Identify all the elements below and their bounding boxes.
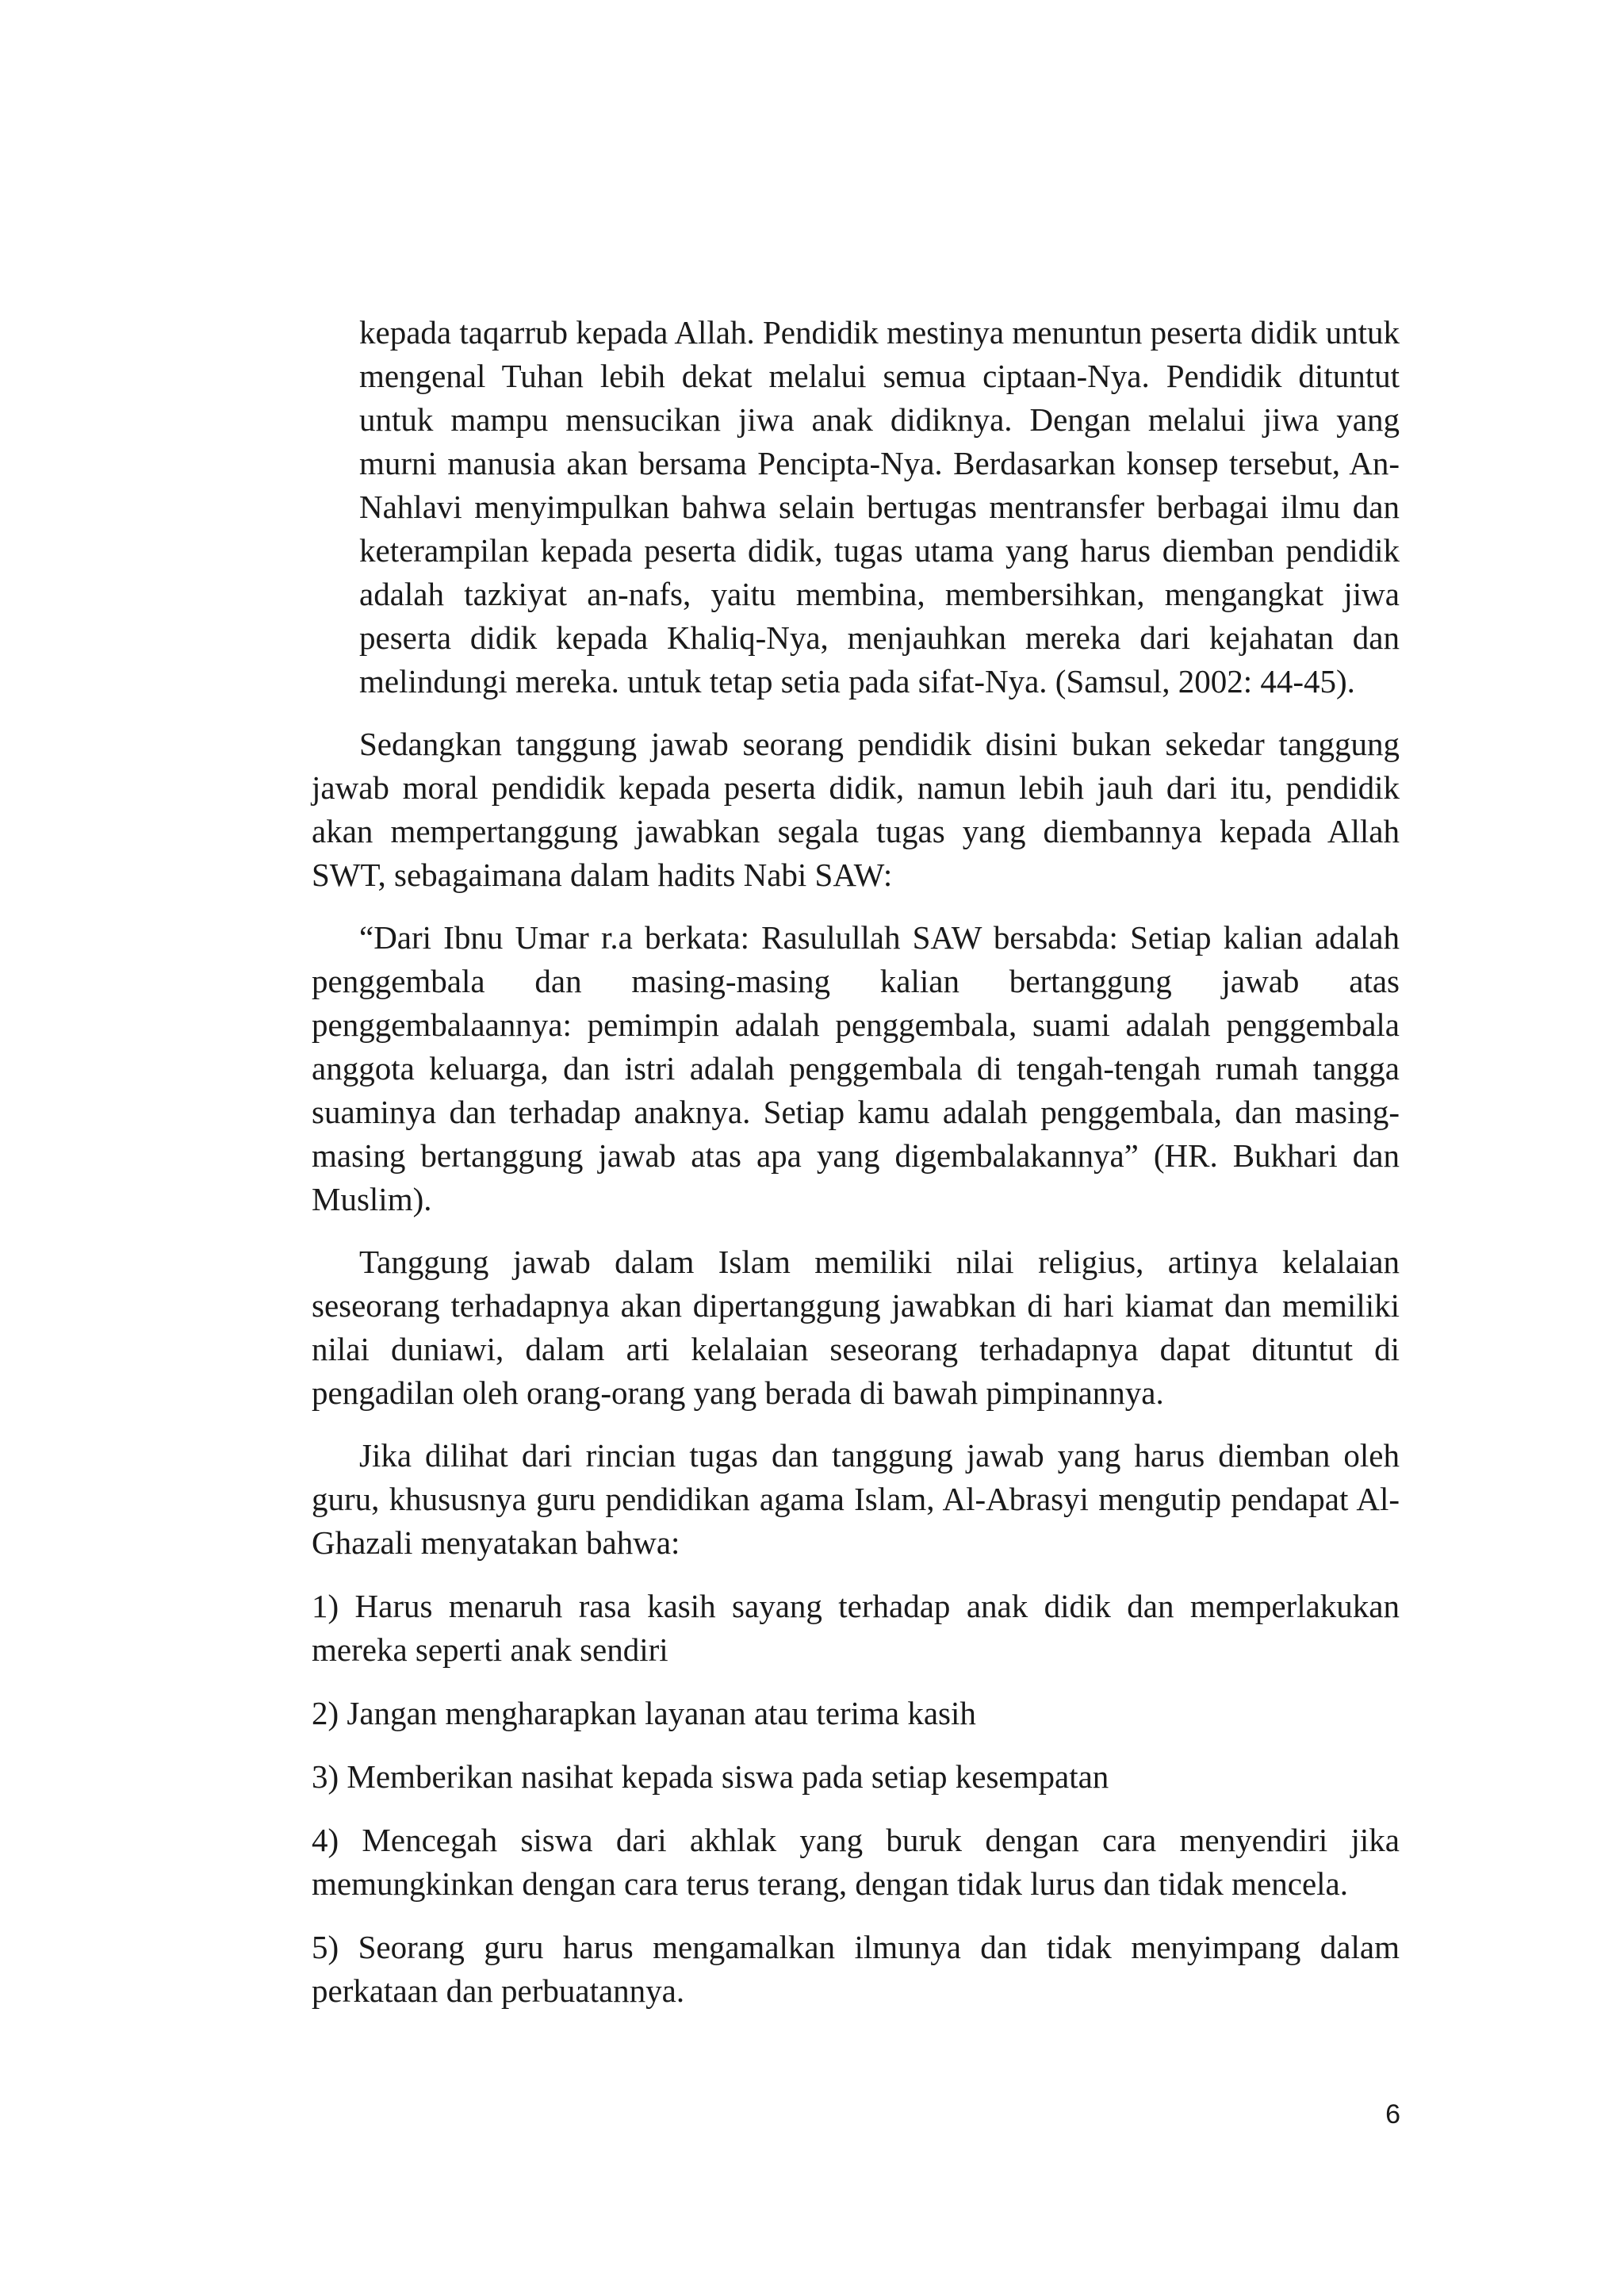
hadith-quote: “Dari Ibnu Umar r.a berkata: Rasulullah SAW bersabda: Setiap kalian adalah penggembala dan masing-masing kalian bertanggung jawab atas penggembalaannya: pemimpin adalah penggembala, suami adalah penggembala anggota keluarga, dan istri adalah penggembala di tengah-tengah rumah tangga suaminya dan terhadap anaknya. Setiap kamu adalah penggembala, dan masing-masing bertanggung jawab atas apa yang digembalakannya” (HR. Bukhari dan Muslim). [312, 919, 1400, 1217]
page-number: 6 [1385, 2099, 1400, 2129]
list-item: 1) Harus menaruh rasa kasih sayang terhadap anak didik dan memperlakukan mereka seperti anak sendiri [312, 1588, 1400, 1668]
paragraph-al-ghazali: Jika dilihat dari rincian tugas dan tanggung jawab yang harus diemban oleh guru, khususnya guru pendidikan agama Islam, Al-Abrasyi mengutip pendapat Al-Ghazali menyatakan bahwa: [312, 1437, 1400, 1561]
page-content [312, 311, 1400, 2013]
paragraph-tanggung-jawab-pendidik: Sedangkan tanggung jawab seorang pendidik disini bukan sekedar tanggung jawab moral pendidik kepada peserta didik, namun lebih jauh dari itu, pendidik akan mempertanggung jawabkan segala tugas yang diembannya kepada Allah SWT, sebagaimana dalam hadits Nabi SAW: [312, 726, 1400, 893]
list-item: 4) Mencegah siswa dari akhlak yang buruk dengan cara menyendiri jika memungkinkan dengan cara terus terang, dengan tidak lurus dan tidak mencela. [312, 1822, 1400, 1902]
list-item: 2) Jangan mengharapkan layanan atau terima kasih [312, 1695, 976, 1731]
paragraph-taqarrub: kepada taqarrub kepada Allah. Pendidik mestinya menuntun peserta didik untuk mengenal Tuhan lebih dekat melalui semua ciptaan-Nya. Pendidik dituntut untuk mampu mensucikan jiwa anak didiknya. Dengan melalui jiwa yang murni manusia akan bersama Pencipta-Nya. Berdasarkan konsep tersebut, An-Nahlavi menyimpulkan bahwa selain bertugas mentransfer berbagai ilmu dan keterampilan kepada peserta didik, tugas utama yang harus diemban pendidik adalah tazkiyat an-nafs, yaitu membina, membersihkan, mengangkat jiwa peserta didik kepada Khaliq-Nya, menjauhkan mereka dari kejahatan dan melindungi mereka. untuk tetap setia pada sifat-Nya. (Samsul, 2002: 44-45). [359, 314, 1400, 700]
list-item: 5) Seorang guru harus mengamalkan ilmunya dan tidak menyimpang dalam perkataan dan perbuatannya. [312, 1929, 1400, 2009]
paragraph-tanggung-jawab-islam: Tanggung jawab dalam Islam memiliki nilai religius, artinya kelalaian seseorang terhadapnya akan dipertanggung jawabkan di hari kiamat dan memiliki nilai duniawi, dalam arti kelalaian seseorang terhadapnya dapat dituntut di pengadilan oleh orang-orang yang berada di bawah pimpinannya. [312, 1244, 1400, 1411]
list-item: 3) Memberikan nasihat kepada siswa pada setiap kesempatan [312, 1758, 1109, 1795]
